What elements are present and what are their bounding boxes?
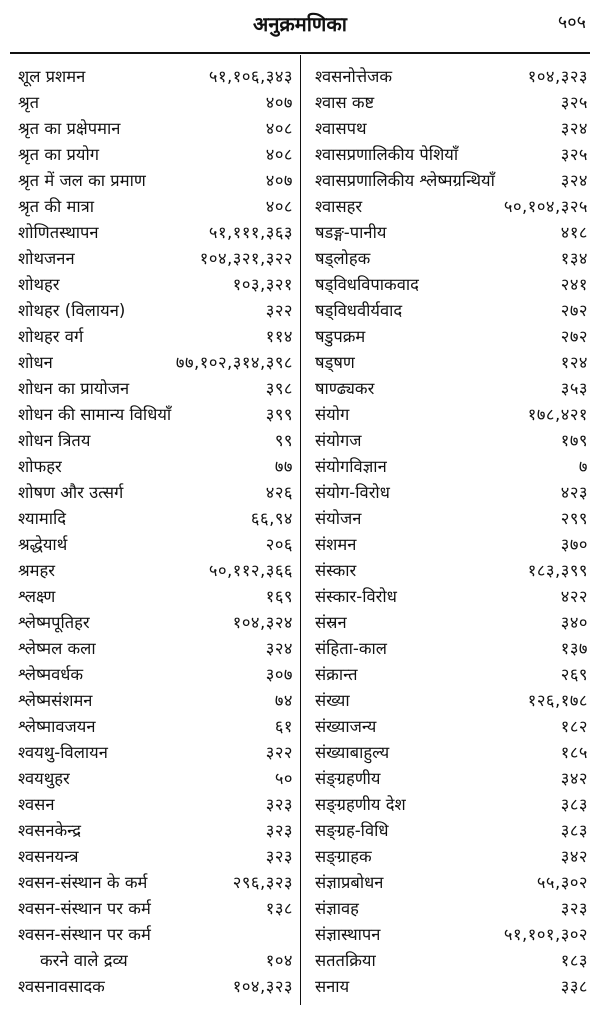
index-entry [18, 584, 293, 610]
index-entry [18, 662, 293, 688]
index-term: श्वसन [18, 795, 55, 814]
index-entry [315, 90, 588, 116]
index-page-refs: १०३,३२१ [232, 275, 293, 294]
index-page-refs: ३२२ [265, 301, 293, 320]
index-page-refs: ३२३ [265, 795, 293, 814]
index-page-refs: ३२४ [560, 119, 588, 138]
index-term: श्वसनयन्त्र [18, 847, 79, 866]
index-entry [315, 792, 588, 818]
index-term: संयोगज [315, 431, 362, 450]
index-page-refs: ५१,१०६,३४३ [208, 67, 293, 86]
index-page-refs: ५१,१०१,३०२ [503, 925, 588, 944]
index-term: षड्षण [315, 353, 355, 372]
column-divider [300, 55, 301, 1005]
index-term: श्वासप्रणालिकीय श्लेष्मग्रन्थियाँ [315, 171, 495, 190]
index-term: संयोजन [315, 509, 362, 528]
index-term: श्रृत में जल का प्रमाण [18, 171, 146, 190]
index-entry [315, 142, 588, 168]
index-term: षड्विधवीर्यवाद [315, 301, 403, 320]
index-term: सनाय [315, 977, 350, 996]
index-entry [315, 636, 588, 662]
index-page-refs: २९९ [560, 509, 588, 528]
index-entry [315, 506, 588, 532]
index-entry [315, 194, 588, 220]
index-entry [315, 896, 588, 922]
index-term: संस्कार [315, 561, 357, 580]
index-term: श्वसनकेन्द्र [18, 821, 82, 840]
index-page-refs: १८५ [560, 743, 588, 762]
index-entry [315, 220, 588, 246]
index-entry [315, 974, 588, 1000]
index-term: शोधन [18, 353, 53, 372]
index-term: संहिता-काल [315, 639, 387, 658]
index-entry [315, 714, 588, 740]
index-entry [18, 428, 293, 454]
index-page-refs: ३०७ [265, 665, 293, 684]
index-page-refs: ३२४ [560, 171, 588, 190]
index-entry [18, 168, 293, 194]
index-entry [315, 532, 588, 558]
index-term: श्वसन-संस्थान पर कर्म [18, 899, 151, 918]
index-entry [315, 454, 588, 480]
header-rule [10, 52, 590, 54]
index-page-refs: १८३,३९९ [527, 561, 588, 580]
index-term: संस्रन [315, 613, 347, 632]
page-title: अनुक्रमणिका [253, 12, 347, 36]
index-page-refs: १६९ [265, 587, 293, 606]
index-entry [315, 584, 588, 610]
index-page-refs: ७७ [274, 457, 293, 476]
index-page-refs: १७९ [560, 431, 588, 450]
index-term: षडङ्ग-पानीय [315, 223, 387, 242]
index-page-refs: २०६ [265, 535, 293, 554]
index-page-refs: ३२३ [265, 821, 293, 840]
index-page-refs: ४२२ [560, 587, 588, 606]
index-page-refs: ३३८ [560, 977, 588, 996]
index-page-refs: ३४२ [560, 769, 588, 788]
index-page-refs: ३२३ [265, 847, 293, 866]
index-entry [18, 142, 293, 168]
index-term: श्वसनोत्तेजक [315, 67, 393, 86]
index-page-refs: ४१८ [560, 223, 588, 242]
index-page-refs: २६९ [560, 665, 588, 684]
index-entry [315, 480, 588, 506]
index-term: श्लेष्मवर्धक [18, 665, 84, 684]
index-page-refs: ३४० [560, 613, 588, 632]
page-number: ५०५ [557, 12, 586, 33]
index-entry [18, 246, 293, 272]
index-page-refs: २७२ [560, 301, 588, 320]
index-entry [18, 220, 293, 246]
index-term: श्रद्धेयार्थ [18, 535, 68, 554]
index-page-refs: ३२५ [560, 145, 588, 164]
index-page-refs: ३४२ [560, 847, 588, 866]
index-term: करने वाले द्रव्य [40, 951, 128, 970]
index-page-refs: १०४,३२१,३२२ [199, 249, 293, 268]
index-entry [18, 558, 293, 584]
index-term: शोधन की सामान्य विधियाँ [18, 405, 172, 424]
index-entry [315, 662, 588, 688]
index-page-refs: १७८,४२१ [527, 405, 588, 424]
index-entry [18, 532, 293, 558]
index-page-refs: १८२ [560, 717, 588, 736]
index-page-refs: ४२६ [265, 483, 293, 502]
index-term: संख्या [315, 691, 350, 710]
index-term: श्रृत [18, 93, 40, 112]
index-entry [315, 350, 588, 376]
index-term: श्वासप्रणालिकीय पेशियाँ [315, 145, 459, 164]
index-page-refs: ४०७ [265, 171, 293, 190]
index-page-refs: २७२ [560, 327, 588, 346]
index-page-refs: १०४,३२४ [232, 613, 293, 632]
index-term: शोधन त्रितय [18, 431, 91, 450]
index-term: सङ्ग्रह-विधि [315, 821, 389, 840]
index-term: श्रृत का प्रयोग [18, 145, 100, 164]
index-entry [315, 376, 588, 402]
index-entry [315, 948, 588, 974]
index-page-refs: ३२३ [560, 899, 588, 918]
index-page-refs: ४०८ [265, 197, 293, 216]
index-page-refs: ४०८ [265, 145, 293, 164]
index-page-refs: ९९ [274, 431, 293, 450]
index-term: षडुपक्रम [315, 327, 366, 346]
index-page-refs: ३८३ [560, 795, 588, 814]
index-term: श्रृत का प्रक्षेपमान [18, 119, 121, 138]
index-entry [315, 298, 588, 324]
index-term: श्लेष्मल कला [18, 639, 96, 658]
index-entry [315, 272, 588, 298]
index-page-refs: ६६,९४ [250, 509, 293, 528]
index-term: श्यामादि [18, 509, 67, 528]
index-entry [315, 922, 588, 948]
index-page-refs: २९६,३२३ [232, 873, 293, 892]
index-entry [18, 350, 293, 376]
index-term: संशमन [315, 535, 357, 554]
index-term: संयोग-विरोध [315, 483, 390, 502]
index-entry [18, 766, 293, 792]
index-term: श्लेष्मावजयन [18, 717, 96, 736]
index-entry [18, 636, 293, 662]
index-entry [18, 454, 293, 480]
index-page-refs: १२४ [560, 353, 588, 372]
index-page-refs: ३७० [560, 535, 588, 554]
index-entry [315, 766, 588, 792]
index-page-refs: ५०,११२,३६६ [208, 561, 293, 580]
index-term: संख्याजन्य [315, 717, 377, 736]
index-entry [18, 844, 293, 870]
index-page-refs: २४१ [560, 275, 588, 294]
index-entry [18, 506, 293, 532]
index-entry [315, 558, 588, 584]
index-entry [315, 116, 588, 142]
index-entry [18, 974, 293, 1000]
index-entry [18, 922, 293, 948]
index-entry [18, 298, 293, 324]
index-term: शोणितस्थापन [18, 223, 99, 242]
index-page-refs: ७४ [274, 691, 293, 710]
index-page-refs: ११४ [265, 327, 293, 346]
index-term: श्वयथुहर [18, 769, 70, 788]
index-term: श्वासहर [315, 197, 363, 216]
index-term: शोथजनन [18, 249, 75, 268]
index-column-right [315, 64, 588, 1000]
index-page-refs: ५१,१११,३६३ [208, 223, 293, 242]
index-entry [315, 688, 588, 714]
index-term: श्वसन-संस्थान पर कर्म [18, 925, 151, 944]
index-term: संङ्ग्रहणीय [315, 769, 381, 788]
index-term: श्लेष्मपूतिहर [18, 613, 90, 632]
index-term: सततक्रिया [315, 951, 376, 970]
index-entry [18, 818, 293, 844]
index-term: संज्ञाप्रबोधन [315, 873, 384, 892]
index-page-refs: १३४ [560, 249, 588, 268]
index-entry [18, 948, 293, 974]
index-entry [18, 324, 293, 350]
index-page-refs: ३२२ [265, 743, 293, 762]
index-term: शूल प्रशमन [18, 67, 86, 86]
index-term: संयोगविज्ञान [315, 457, 387, 476]
index-page-refs: १३८ [265, 899, 293, 918]
index-entry [18, 714, 293, 740]
index-term: श्लक्ष्ण [18, 587, 56, 606]
index-term: संज्ञावह [315, 899, 359, 918]
index-entry [18, 90, 293, 116]
index-term: षड्लोहक [315, 249, 371, 268]
index-term: संख्याबाहुल्य [315, 743, 390, 762]
index-entry [315, 168, 588, 194]
index-entry [315, 402, 588, 428]
index-entry [18, 64, 293, 90]
index-term: श्रृत की मात्रा [18, 197, 95, 216]
index-entry [315, 844, 588, 870]
index-term: शोधन का प्रायोजन [18, 379, 130, 398]
index-page-refs: १०४ [265, 951, 293, 970]
index-column-left [18, 64, 293, 1000]
index-page-refs: ३८३ [560, 821, 588, 840]
index-page-refs: १३७ [560, 639, 588, 658]
index-entry [315, 64, 588, 90]
index-page-refs: १०४,३२३ [527, 67, 588, 86]
index-entry [315, 246, 588, 272]
index-entry [18, 376, 293, 402]
index-entry [315, 870, 588, 896]
index-entry [315, 610, 588, 636]
index-entry [315, 818, 588, 844]
index-entry [18, 480, 293, 506]
index-term: संयोग [315, 405, 350, 424]
index-page-refs: ३२५ [560, 93, 588, 112]
index-page-refs: ४०७ [265, 93, 293, 112]
index-page-refs: ७ [578, 457, 588, 476]
index-term: शोथहर [18, 275, 60, 294]
index-page-refs: १०४,३२३ [232, 977, 293, 996]
index-page-refs: ५०,१०४,३२५ [503, 197, 588, 216]
index-entry [18, 740, 293, 766]
index-entry [315, 740, 588, 766]
index-term: षड्विधविपाकवाद [315, 275, 419, 294]
index-term: श्वासपथ [315, 119, 367, 138]
index-page-refs: ५५,३०२ [536, 873, 588, 892]
index-entry [18, 792, 293, 818]
index-term: श्वसन-संस्थान के कर्म [18, 873, 148, 892]
index-page-refs: ५० [274, 769, 293, 788]
index-term: संज्ञास्थापन [315, 925, 381, 944]
index-term: श्वास कष्ट [315, 93, 375, 112]
index-term: संक्रान्त [315, 665, 358, 684]
index-page-refs: १८३ [560, 951, 588, 970]
index-term: शोथहर वर्ग [18, 327, 84, 346]
index-page-refs: ४२३ [560, 483, 588, 502]
index-term: शोफहर [18, 457, 62, 476]
index-term: शोथहर (विलायन) [18, 301, 126, 320]
index-page-refs: ३२४ [265, 639, 293, 658]
index-page-refs: ३९९ [265, 405, 293, 424]
index-term: श्रमहर [18, 561, 56, 580]
index-page-refs: ४०८ [265, 119, 293, 138]
index-entry [18, 896, 293, 922]
index-term: संस्कार-विरोध [315, 587, 397, 606]
index-entry [18, 688, 293, 714]
index-entry [18, 402, 293, 428]
index-entry [18, 870, 293, 896]
index-page-refs: १२६,१७८ [527, 691, 588, 710]
index-entry [18, 116, 293, 142]
index-entry [18, 272, 293, 298]
index-term: सङ्ग्रहणीय देश [315, 795, 406, 814]
index-term: श्वयथु-विलायन [18, 743, 108, 762]
index-entry [315, 428, 588, 454]
index-term: श्लेष्मसंशमन [18, 691, 93, 710]
index-term: शोषण और उत्सर्ग [18, 483, 124, 502]
index-entry [315, 324, 588, 350]
index-page-refs: ७७,१०२,३१४,३९८ [175, 353, 293, 372]
index-entry [18, 610, 293, 636]
index-page-refs: ३५३ [560, 379, 588, 398]
index-entry [18, 194, 293, 220]
index-term: षाण्ढ्यकर [315, 379, 375, 398]
index-page-refs: ३९८ [265, 379, 293, 398]
index-term: सङ्ग्राहक [315, 847, 372, 866]
index-term: श्वसनावसादक [18, 977, 105, 996]
index-page-refs: ६१ [274, 717, 293, 736]
